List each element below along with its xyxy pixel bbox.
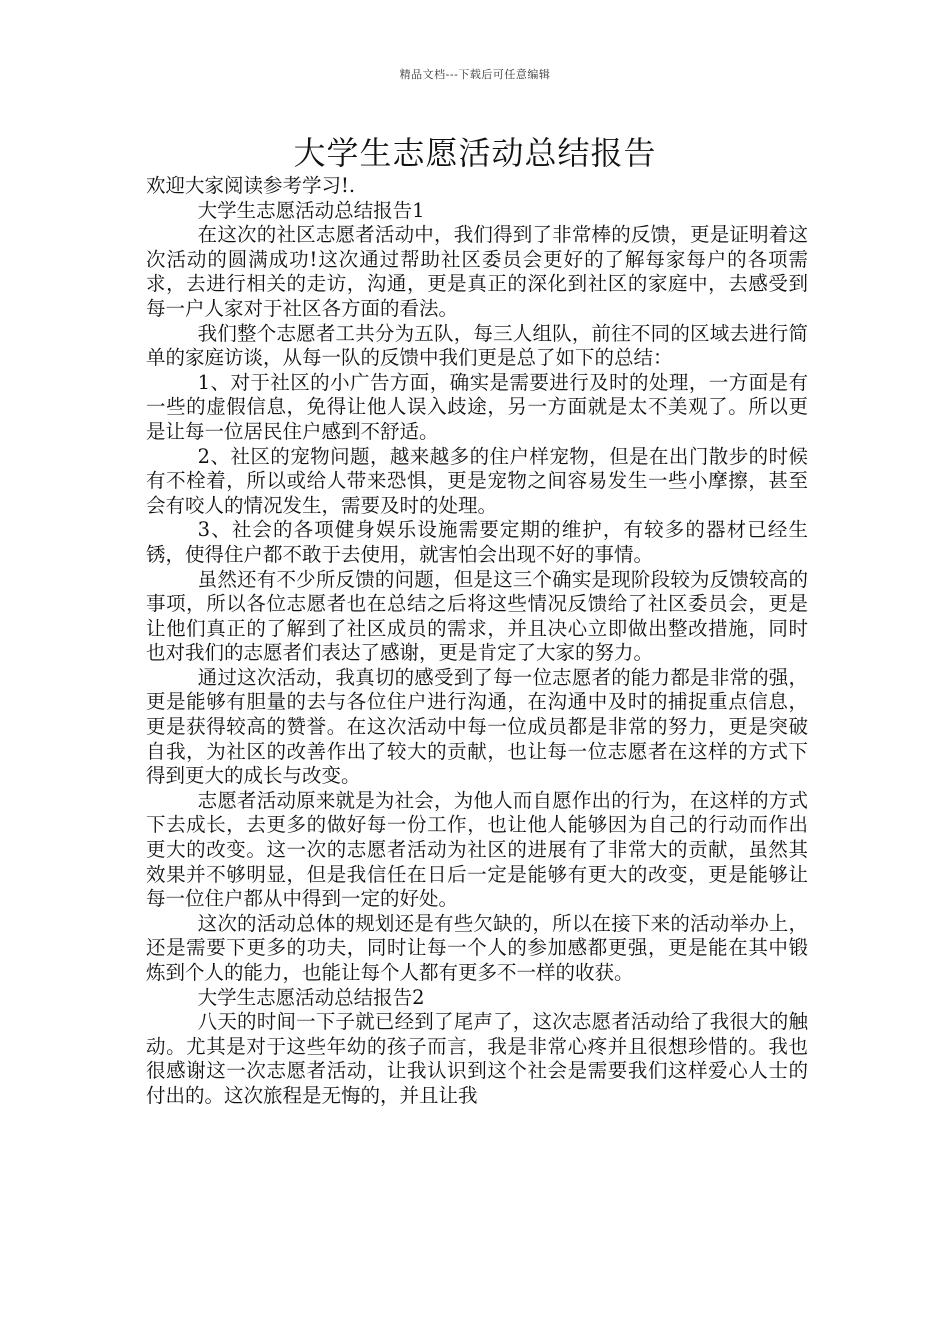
list-item-3: 3、社会的各项健身娱乐设施需要定期的维护，有较多的器材已经生锈，使得住户都不敢于去使用，就害怕会出现不好的事情。 bbox=[146, 518, 808, 566]
paragraph: 这次的活动总体的规划还是有些欠缺的，所以在接下来的活动举办上，还是需要下更多的功夫，同时让每一个人的参加感都更强，更是能在其中锻炼到个人的能力，也能让每个人都有更多不一样的收获。 bbox=[146, 911, 808, 984]
list-item-2: 2、社区的宠物问题，越来越多的住户样宠物，但是在出门散步的时候有不栓着，所以或给人带来恐惧，更是宠物之间容易发生一些小摩擦，甚至会有咬人的情况发生，需要及时的处理。 bbox=[146, 444, 808, 517]
paragraph: 八天的时间一下子就已经到了尾声了，这次志愿者活动给了我很大的触动。尤其是对于这些年幼的孩子而言，我是非常心疼并且很想珍惜的。我也很感谢这一次志愿者活动，让我认识到这个社会是需要我们这样爱心人士的付出的。这次旅程是无悔的，并且让我 bbox=[146, 1010, 808, 1107]
header-note: 精品文档---下载后可任意编辑 bbox=[399, 68, 551, 81]
document-body bbox=[146, 174, 808, 1109]
list-item-1: 1、对于社区的小广告方面，确实是需要进行及时的处理，一方面是有一些的虚假信息，免得让他人误入歧途，另一方面就是太不美观了。所以更是让每一位居民住户感到不舒适。 bbox=[146, 370, 808, 443]
section-heading-2: 大学生志愿活动总结报告2 bbox=[197, 985, 425, 1009]
intro-line: 欢迎大家阅读参考学习!. bbox=[146, 174, 356, 197]
paragraph: 我们整个志愿者工共分为五队，每三人组队，前往不同的区域去进行简单的家庭访谈，从每一队的反馈中我们更是总了如下的总结： bbox=[146, 321, 808, 370]
section-heading-1: 大学生志愿活动总结报告1 bbox=[197, 198, 425, 222]
paragraph: 通过这次活动，我真切的感受到了每一位志愿者的能力都是非常的强，更是能够有胆量的去与各位住户进行沟通，在沟通中及时的捕捉重点信息，更是获得较高的赞誉。在这次活动中每一位成员都是非常的努力，更是突破自我，为社区的改善作出了较大的贡献，也让每一位志愿者在这样的方式下得到更大的成长与改变。 bbox=[146, 665, 808, 788]
document-title: 大学生志愿活动总结报告 bbox=[293, 134, 657, 172]
paragraph: 在这次的社区志愿者活动中，我们得到了非常棒的反馈，更是证明着这次活动的圆满成功!这次通过帮助社区委员会更好的了解每家每户的各项需求，去进行相关的走访，沟通，更是真正的深化到社区的家庭中，去感受到每一户人家对于社区各方面的看法。 bbox=[146, 223, 808, 320]
paragraph: 虽然还有不少所反馈的问题，但是这三个确实是现阶段较为反馈较高的事项，所以各位志愿者也在总结之后将这些情况反馈给了社区委员会，更是让他们真正的了解到了社区成员的需求，并且决心立即做出整改措施，同时也对我们的志愿者们表达了感谢，更是肯定了大家的努力。 bbox=[146, 567, 808, 665]
paragraph: 志愿者活动原来就是为社会，为他人而自愿作出的行为，在这样的方式下去成长，去更多的做好每一份工作，也让他人能够因为自己的行动而作出更大的改变。这一次的志愿者活动为社区的进展有了非常大的贡献，虽然其效果并不够明显，但是我信任在日后一定是能够有更大的改变，更是能够让每一位住户都从中得到一定的好处。 bbox=[146, 788, 808, 911]
